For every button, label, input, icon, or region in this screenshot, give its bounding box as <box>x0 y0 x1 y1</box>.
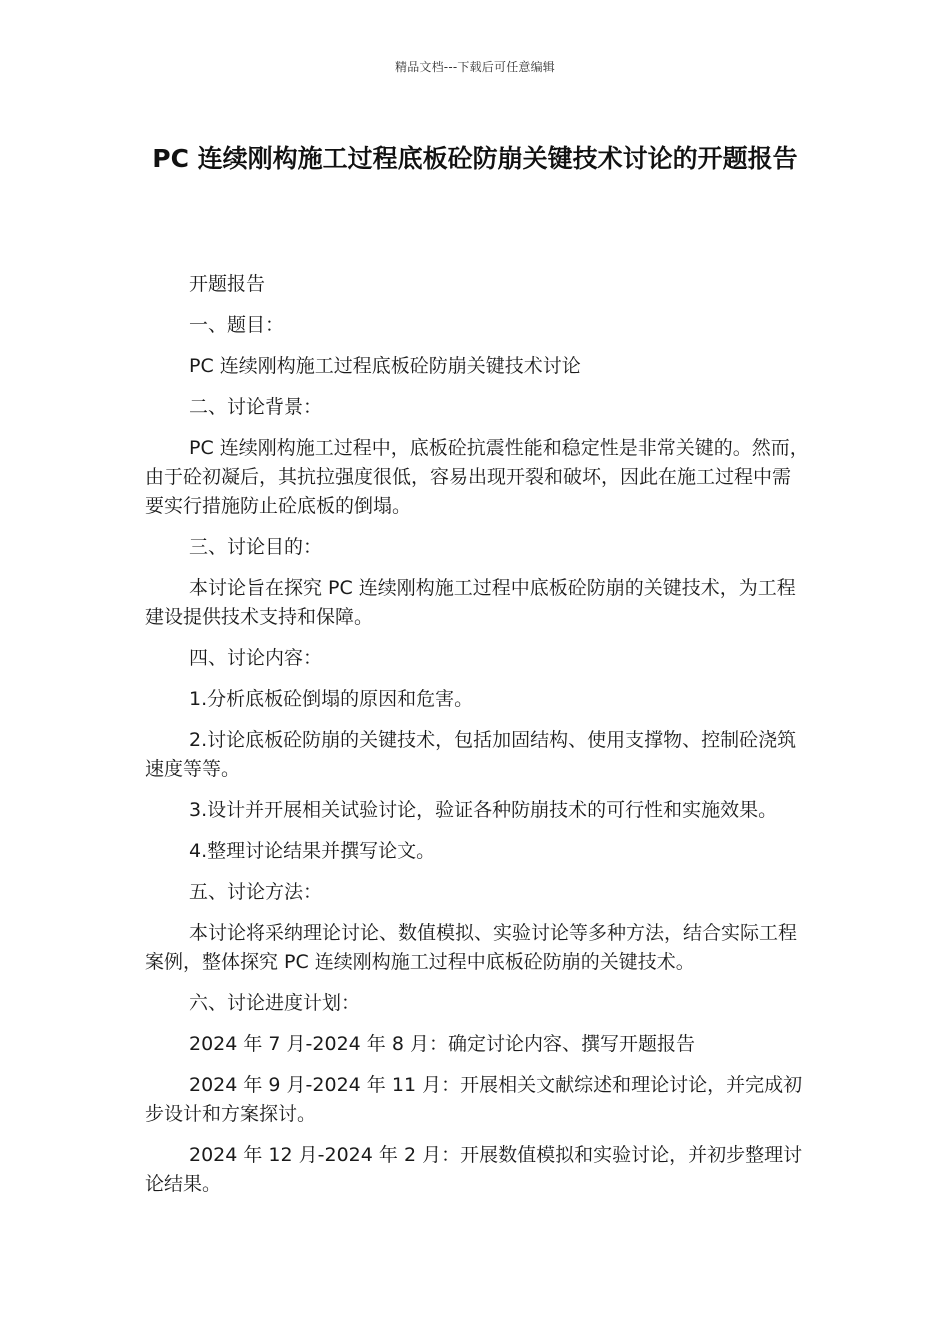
section-heading-content: 四、讨论内容： <box>189 647 323 669</box>
content-item-1: 1.分析底板砼倒塌的原因和危害。 <box>189 688 474 710</box>
schedule-item-2: 2024 年 9 月-2024 年 11 月：开展相关文献综述和理论讨论，并完成初步设计和方案探讨。 <box>145 1074 803 1125</box>
content-item-4: 4.整理讨论结果并撰写论文。 <box>189 840 436 862</box>
paragraph-background: PC 连续刚构施工过程中，底板砼抗震性能和稳定性是非常关键的。然而，由于砼初凝后，其抗拉强度很低，容易出现开裂和破坏，因此在施工过程中需要实行措施防止砼底板的倒塌。 <box>145 437 809 517</box>
content-item-2: 2.讨论底板砼防崩的关键技术，包括加固结构、使用支撑物、控制砼浇筑速度等等。 <box>145 729 797 780</box>
section-heading-topic: 一、题目： <box>189 314 285 336</box>
paragraph-label: 开题报告 <box>189 273 266 295</box>
section-heading-method: 五、讨论方法： <box>189 881 323 903</box>
document-title: PC 连续刚构施工过程底板砼防崩关键技术讨论的开题报告 <box>152 144 798 173</box>
section-heading-purpose: 三、讨论目的： <box>189 536 323 558</box>
section-heading-background: 二、讨论背景： <box>189 396 323 418</box>
paragraph-topic: PC 连续刚构施工过程底板砼防崩关键技术讨论 <box>189 355 581 377</box>
header-note: 精品文档---下载后可任意编辑 <box>395 60 555 74</box>
section-heading-schedule: 六、讨论进度计划： <box>189 992 361 1014</box>
paragraph-method: 本讨论将采纳理论讨论、数值模拟、实验讨论等多种方法，结合实际工程案例，整体探究 PC 连续刚构施工过程中底板砼防崩的关键技术。 <box>145 922 798 973</box>
schedule-item-1: 2024 年 7 月-2024 年 8 月：确定讨论内容、撰写开题报告 <box>189 1033 695 1055</box>
content-item-3: 3.设计并开展相关试验讨论，验证各种防崩技术的可行性和实施效果。 <box>189 799 778 821</box>
paragraph-purpose: 本讨论旨在探究 PC 连续刚构施工过程中底板砼防崩的关键技术，为工程建设提供技术支持和保障。 <box>145 577 796 628</box>
document-body <box>145 270 809 1211</box>
schedule-item-3: 2024 年 12 月-2024 年 2 月：开展数值模拟和实验讨论，并初步整理讨论结果。 <box>145 1144 803 1195</box>
